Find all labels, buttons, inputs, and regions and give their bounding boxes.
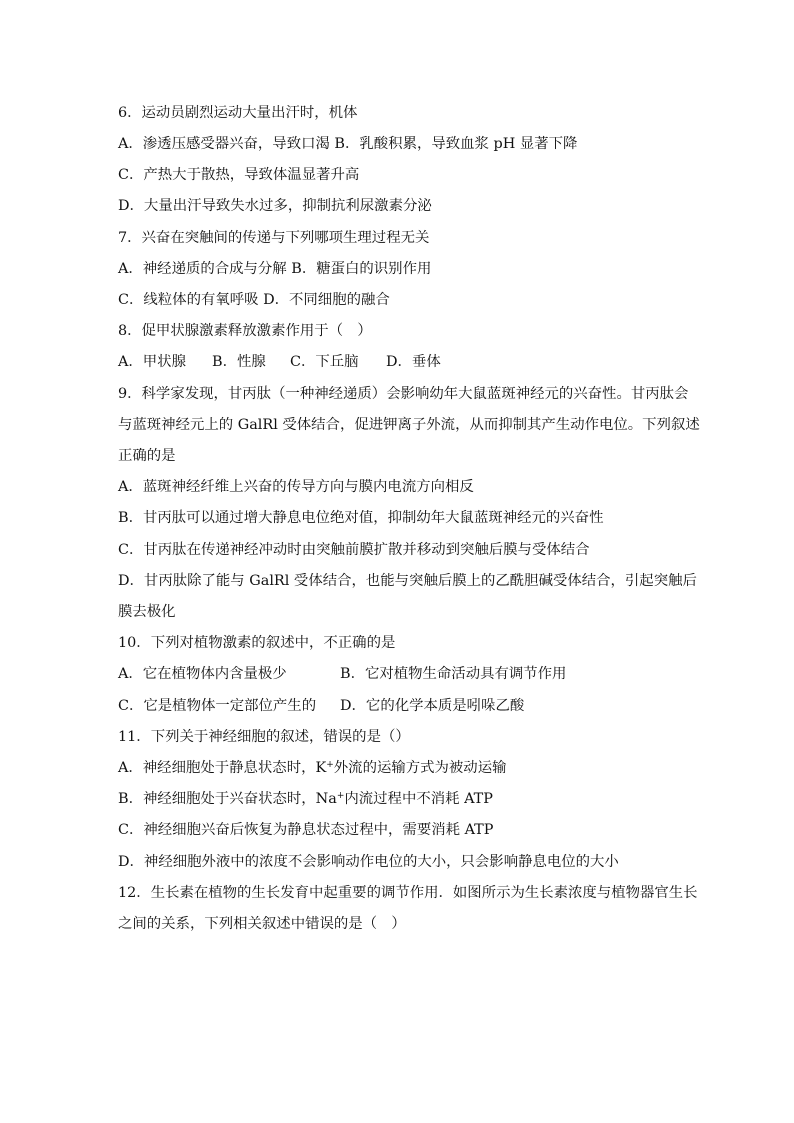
q8-option-d: D．垂体	[386, 354, 441, 370]
q6-stem: 6．运动员剧烈运动大量出汗时，机体	[118, 105, 358, 121]
q11-option-a-superscript: +	[326, 760, 334, 770]
q9-option-a: A．蓝斑神经纤维上兴奋的传导方向与膜内电流方向相反	[118, 479, 474, 495]
q11-option-b-text: B．神经细胞处于兴奋状态时，Na	[118, 791, 337, 807]
q9-option-b: B．甘丙肽可以通过增大静息电位绝对值，抑制幼年大鼠蓝斑神经元的兴奋性	[118, 510, 604, 526]
q7-options-cd: C．线粒体的有氧呼吸 D．不同细胞的融合	[118, 292, 390, 308]
q11-option-c: C．神经细胞兴奋后恢复为静息状态过程中，需要消耗 ATP	[118, 822, 494, 838]
q8-stem: 8．促甲状腺激素释放激素作用于（ ）	[118, 323, 372, 339]
q10-option-c: C．它是植物体一定部位产生的	[118, 698, 317, 714]
q10-stem: 10．下列对植物激素的叙述中，不正确的是	[118, 635, 396, 651]
q10-options-cd	[118, 697, 524, 715]
q11-option-d: D．神经细胞外液中的浓度不会影响动作电位的大小，只会影响静息电位的大小	[118, 854, 619, 870]
q10-option-d: D．它的化学本质是吲哚乙酸	[340, 698, 525, 714]
q8-option-a: A．甲状腺	[118, 354, 186, 370]
q8-option-b: B．性腺	[212, 354, 266, 370]
q11-stem: 11．下列关于神经细胞的叙述，错误的是（）	[118, 729, 410, 745]
q11-option-b-text-end: 内流过程中不消耗 ATP	[344, 791, 493, 807]
q7-options-ab: A．神经递质的合成与分解 B．糖蛋白的识别作用	[118, 261, 432, 277]
q12-stem-line1: 12．生长素在植物的生长发育中起重要的调节作用．如图所示为生长素浓度与植物器官生长	[118, 885, 698, 901]
q11-option-a-text: A．神经细胞处于静息状态时，K	[118, 760, 327, 776]
q6-options-ab: A．渗透压感受器兴奋，导致口渴 B．乳酸积累，导致血浆 pH 显著下降	[118, 136, 578, 152]
q7-stem: 7．兴奋在突触间的传递与下列哪项生理过程无关	[118, 230, 430, 246]
q11-option-b	[118, 790, 493, 808]
q8-options	[118, 353, 441, 371]
q11-option-a	[118, 759, 506, 777]
q11-option-b-superscript: +	[336, 791, 345, 801]
q10-options-ab	[118, 665, 566, 683]
q9-stem-line2: 与蓝斑神经元上的 GalRl 受体结合，促进钾离子外流，从而抑制其产生动作电位。下列叙述	[118, 417, 700, 433]
q9-option-d-line1: D．甘丙肽除了能与 GalRl 受体结合，也能与突触后膜上的乙酰胆碱受体结合，引起突触后	[118, 573, 697, 589]
q6-option-d: D．大量出汗导致失水过多，抑制抗利尿激素分泌	[118, 198, 432, 214]
q12-stem-line2: 之间的关系，下列相关叙述中错误的是（ ）	[118, 916, 406, 932]
q10-option-a: A．它在植物体内含量极少	[118, 666, 287, 682]
q9-stem-line1: 9．科学家发现，甘丙肽（一种神经递质）会影响幼年大鼠蓝斑神经元的兴奋性。甘丙肽会	[118, 386, 689, 402]
q10-option-b: B．它对植物生命活动具有调节作用	[340, 666, 567, 682]
q6-option-c: C．产热大于散热，导致体温显著升高	[118, 167, 360, 183]
q8-option-c: C．下丘脑	[290, 354, 359, 370]
q9-option-c: C．甘丙肽在传递神经冲动时由突触前膜扩散并移动到突触后膜与受体结合	[118, 542, 590, 558]
q9-option-d-line2: 膜去极化	[118, 604, 176, 620]
q11-option-a-text-end: 外流的运输方式为被动运输	[333, 760, 507, 776]
q9-stem-line3: 正确的是	[118, 448, 176, 464]
